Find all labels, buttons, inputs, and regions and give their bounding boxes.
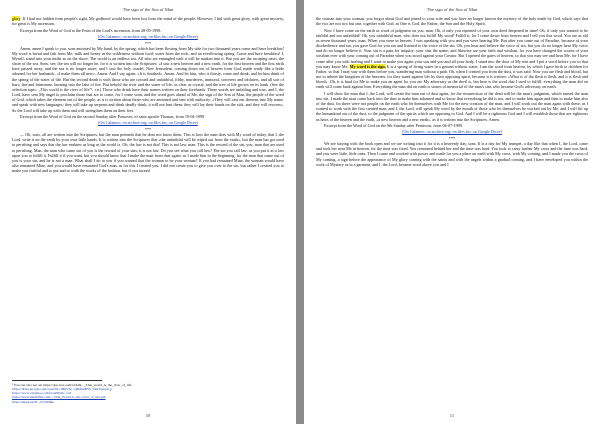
paragraph <box>316 28 588 90</box>
excerpt-source: Excerpt from the Word of God on the 9th Sunday after Pentecost, from 04-07-1999. <box>324 123 463 129</box>
paragraph <box>12 16 284 26</box>
paragraph: I will show the man that I, the Lord, will create the man out of dust again, for the resurrection of the dead will be the man's judgment, which turned the man into sin. I made the man come back into the dust to make him ashamed and to know that everything he did is not, and to make him again and then to make him also of the dust, for there were not people on the earth who let themselves with Me for the new creation of the man, and I will work out the man again with these, as I wanted to work with the first created man, and I, the Lord, will speak My word by the mouth of those who let themselves be worked out by Me, and I will lift up the humankind out of the dust, to the judgment of the spirits which are opposing to God. And I will be a righteous God and I will establish those that are righteous as heirs of the heaven and the earth, «a new heaven and a new earth», as it is written into the Scriptures. Amen. <box>316 90 588 122</box>
right-page-body <box>316 16 588 168</box>
source-link[interactable]: (On Calameo; on archive.org; on files.fm; on Google Drive) <box>98 34 198 40</box>
separator: *** <box>448 135 456 141</box>
paragraph: Amen, amen I speak to you, sons anointed by My hand, by the spring, which has been flowing from My side for two thousand years come and have breakfast! My word is bread and fish from Me; milk and honey in the wilderness without food; water from the rock, and an everflowing spring. Come and have breakfast! I, Myself, stand into your midst as on the shore. The world is an endless sea. All who are entangled with it will be sunken into it. But you are the escaping oasis, the shore of the sea. Sons, see, the sea will no longer be, for it is written into the Scriptures: «I saw a new heaven and a new earth, for the first heaven and the first earth have passed away, and the sea is no longer more; and I saw the holy citadel, New Jerusalem, coming down out of heaven from God, made ready like a bride adorned for her husband». «I make them all new». Amen. And I say again: «It is finished». Amen. And let him, who is thirsty, come and drink, and let him drink of the spring of the water of life. But the second death is with those who are coward and unfaithful, filthy, murderers, immoral, sorcerers and idolaters, and all sort of liars; fire and brimstone, burning into the lake of fire. But behold the river and the water of life, as clear as crystal, and the tree of life grown on its bank. (See the selection topic: „This world is the river of life"¹. r.n.) Those who drink have their names written on their foreheads. These words are unfailing and true, and I, the Lord, have sent My angel to proclaim those that are to come, for I come soon, and the word goes ahead of Me, the sign of the Son of Man, the people of the word of God, which takes the element out of the people, as it is written about those who are anointed and sent with authority: «They will cast out demons into My name, and speak with new languages; they will take up serpents and drink deadly drink, it will not hurt them; they will lay their hands on the sick, and they will recover». So the Lord will take up with them and will strengthen them on their feet. <box>12 45 284 113</box>
highlighted-text: My word is the sign. <box>349 63 386 69</box>
page-number: 11 <box>449 413 455 418</box>
footnote: ¹ You can also see on: https://app.box.com/s/f4s6j..._This_world_is_the_river_of_life <box>12 382 132 387</box>
source-links <box>316 129 588 134</box>
footnotes <box>12 380 284 404</box>
left-page-body <box>12 16 284 175</box>
separator: *** <box>144 126 152 132</box>
excerpt-source: Excerpt from the Word of God at the Feast of the Lord's ascension, from 28-05-1998. <box>20 27 162 33</box>
page-header: The sign of the Son of Man <box>426 7 478 12</box>
paragraph-text: It is a spring of living water in a ground without water. I am the word from heaven, by which I gave birth to children for Father, so that I may stay with them before you, wandering man without a path. Oh, when I created you from the dust, it was said: Now you are flesh and blood, but not to inherit the kingdom of the heavens, for they stand against life by their opposing spirit, because it is written: «What is of the flesh is flesh, and it is flesh and blood». Oh, it is hard for Me to make you an agent for you are My adversary as the devil is, but here is the word that I used to fulfill: everything the man did on earth will come back against him. Everything the man did on earth is stones of memorial of the man's sins who became God's adversary on earth. <box>316 63 588 90</box>
paragraph-text: . If I had not hidden from people's sight, My godhood would have been lost from the mind of the people. However, I hid with great glory, with great mystery, for great is My ascension. <box>12 16 284 27</box>
paragraph: the woman into your woman, you forgot about God and joined to your wife and you have no longer known the mystery of the holy made by God, which says that the two are not two but one, together with God, as One is God, the Father, the Son and the Holy Spirit. <box>316 16 588 27</box>
source-link[interactable]: (On Calameo; on archive.org; on files.fm; on Google Drive) <box>98 120 198 126</box>
right-page <box>304 0 600 424</box>
left-page <box>0 0 296 424</box>
source-links <box>12 34 284 39</box>
footnote-link[interactable]: https://drive.google.com/open?id=1B0V5e...QBdhu8NS_S46TqsQdi_p <box>12 386 113 391</box>
highlighted-text: glory <box>12 16 21 21</box>
footnote-divider <box>12 380 102 381</box>
page-header: The sign of the Son of Man <box>122 7 174 12</box>
paragraph: We are staying with the book open and we are writing into it for it is a heavenly day, sons. It is a day for My trumpet, a day like that when I, the Lord, came and took her near Me in heaven, for the time was fixed. You remained behind her and the time was hard. You took to carry further My cross and the time was hard, and you were little, little ones. Then I came and worked with power and made for you a place on earth with My cross, with My coming, and I made you the cross of My coming, a sign before the appearance of My glory coming with the saints and with the angels within a gradual coming, and I have enveloped you within the work of Mystery as in a garment, and I, the Lord, became word above you and I <box>316 141 588 167</box>
footnote-link[interactable]: https://www.mediafire.com/...This_World_is_the_river_of_life.pdf <box>12 395 106 400</box>
footnote-link[interactable]: https://mega.nz/#!...Gl7rR9ku <box>12 399 54 404</box>
source-links <box>12 120 284 125</box>
paragraph-text: Now I have come on the earth as word of judgment on you, man. Oh, if only you repented of your own deed deepened in time! Oh, if only you wanted to be faithful and not unfaithful! Oh, you unfaithful man, who does not fulfill My word! Fulfill it, for I come down from heaven and I tell you this word. You are as old as seven thousand years, man. When you were in heaven, I was speaking with you and you were hearing Me. But after you came out of Paradise, because of your disobedience and sin, you gave God for you sin and listened to the voice of the sin. Oh, you hear and believe the voice of sin, but you do no longer hear My voice and do no longer believe it. Your sin is a pain for iniquity; your sins the name; and likewise are your faith and wisdom, for you have changed the course of your wisdom over with your coming out of Paradise when you stood against your Creator. But I opened the gates of heaven, so that you may see and hear Me, for I have come after you with healing and I want to make you again your son and you and all your body. I stand into the door of My tent and I put a word before you so that you may know Me. <box>316 27 588 69</box>
source-link[interactable]: (On Calameo; on archive.org; on files.fm; on Google Drive) <box>402 129 502 135</box>
excerpt-source: Excerpt from the Word of God on the second Sunday after Passover, of saint apostle Thomas, from 19-04-1999. <box>20 114 206 119</box>
footnote-link[interactable]: https://www.calameo.com/read/004b...1e2 <box>12 391 72 396</box>
paragraph: — Oh, sons, all are written into the Scriptures, but the man pretends that he does not know them. This is how the man does with My word of today, that I, the Lord, write it on the earth by your own little hands. It is written into the Scriptures that «the unfaithful will be wiped out from the earth», but the man has got used to perishing and says that the law endures as long as the world is. Oh, the law is not this! This is not law, man. This is the reward of the sin, you, man that are used to perishing. Man, the man who came out of you is the reward of your sins; it is not law. Do you see what you call law? The sin you call law, as you put it as a law upon you to fulfill it. Fulfill it if you want, but you should know that I make the man from dust again, as I made him in the beginning, for the man that came out of you is your sin, and he is not a man. What shall I do to you if you wanted that the woman to be your woman? If you had remained Mine, the woman would have also remained Mine, and you would have remained God's man, as for this I created you. I did not create you to give you over to the sin, but rather I created you to make you fruitful and to put and to walk the works of the fashion, but if you turned <box>12 132 284 174</box>
page-number: 10 <box>145 413 151 418</box>
separator: *** <box>144 40 152 46</box>
